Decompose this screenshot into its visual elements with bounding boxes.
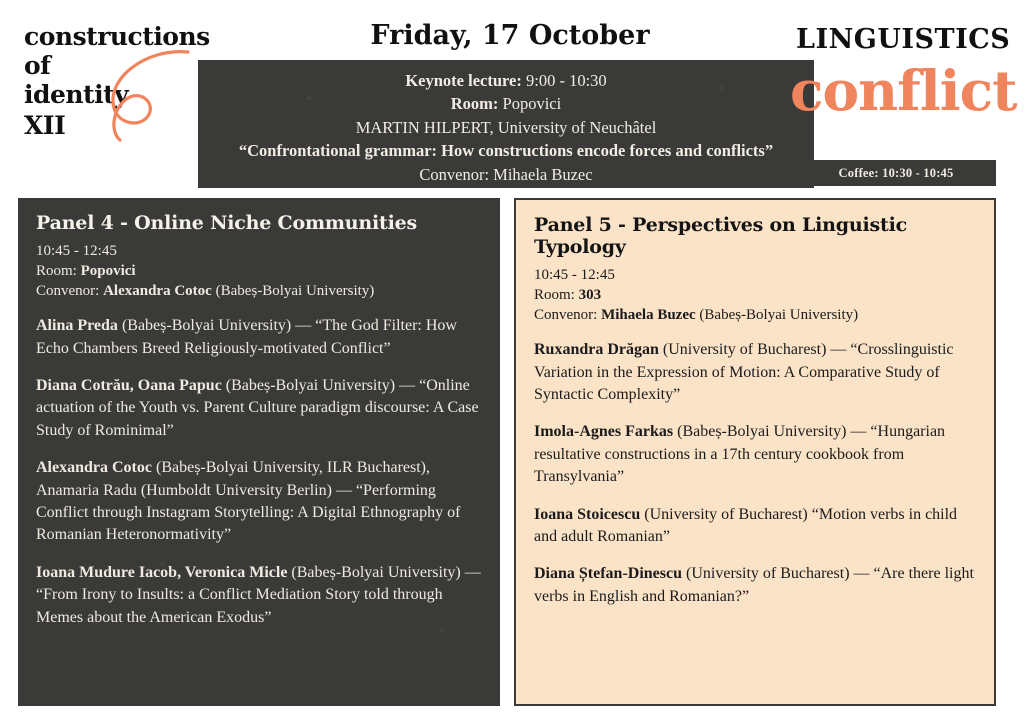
talk-authors: Diana Cotrău, Oana Papuc <box>36 377 222 395</box>
panel-5-convenor: Mihaela Buzec <box>601 307 696 324</box>
talk-details: (Babeș-Bolyai University) — “Online actuation of the Youth vs. Parent Culture paradigm discourse: A Case Study of Rominimal” <box>36 377 479 439</box>
day-title: Friday, 17 October <box>370 20 650 51</box>
talk-item <box>36 562 482 629</box>
talk-details: (Babeș-Bolyai University) — “From Irony to Insults: a Conflict Mediation Story told through Memes about the American Exodus” <box>36 563 481 626</box>
logo-line-3: identity <box>24 80 129 109</box>
panel-5-title: Panel 5 - Perspectives on Linguistic Typology <box>534 214 907 258</box>
talk-item <box>36 375 482 442</box>
talk-authors: Ioana Mudure Iacob, Veronica Micle <box>36 563 288 581</box>
keynote-room: Popovici <box>498 94 562 114</box>
panel-5-time: 10:45 - 12:45 <box>534 267 615 283</box>
talk-details: (Babeș-Bolyai University, ILR Bucharest), Anamaria Radu (Humboldt University Berlin) — “Performing Conflict through Instagram Storytelling: A Digital Ethnography of Romanian Heteronormativity” <box>36 459 461 544</box>
talk-item <box>534 504 976 549</box>
panel-4-room: Popovici <box>80 263 136 280</box>
keynote-time-line <box>198 69 814 92</box>
coffee-break-box: Coffee: 10:30 - 10:45 <box>796 160 996 186</box>
linguistics-word: LINGUISTICS <box>796 24 1011 55</box>
keynote-label: Keynote lecture: <box>405 71 522 90</box>
panel-4-convenor: Alexandra Cotoc <box>103 283 212 300</box>
panel-4-time: 10:45 - 12:45 <box>36 243 117 259</box>
panel-5-convenor-label: Convenor: <box>534 307 602 324</box>
panel-4-title: Panel 4 - Online Niche Communities <box>36 212 417 234</box>
keynote-title: “Confrontational grammar: How constructions encode forces and conflicts” <box>238 141 774 161</box>
talk-item <box>534 339 976 406</box>
talk-authors: Imola-Agnes Farkas <box>534 423 674 441</box>
conflict-word: conflict <box>790 58 1017 123</box>
talk-details: (University of Bucharest) “Motion verbs in child and adult Romanian” <box>534 505 958 546</box>
keynote-box <box>198 60 814 188</box>
page-header <box>0 0 1024 196</box>
talk-details: (Babeș-Bolyai University) — “The God Filter: How Echo Chambers Breed Religiously-motivated Conflict” <box>36 317 457 357</box>
panel-5-room-label: Room: <box>534 287 579 304</box>
panel-4-convenor-affiliation: (Babeș-Bolyai University) <box>211 283 375 300</box>
keynote-time: 9:00 - 10:30 <box>521 71 607 90</box>
panel-4-room-line <box>36 261 482 281</box>
panel-5-convenor-affiliation: (Babeș-Bolyai University) <box>695 307 859 324</box>
panel-5-convenor-line <box>534 305 976 325</box>
panel-5-room-line <box>534 285 976 305</box>
keynote-room-label: Room: <box>450 94 499 114</box>
talk-authors: Ioana Stoicescu <box>534 505 641 523</box>
panel-5-talks <box>534 339 976 608</box>
panel-4-meta <box>36 241 482 301</box>
panel-4-room-label: Room: <box>36 263 81 280</box>
panel-4-convenor-label: Convenor: <box>36 283 104 300</box>
talk-details: (University of Bucharest) — “Crosslinguistic Variation in the Expression of Motion: A Comparative Study of Syntactic Complexity” <box>534 341 954 404</box>
talk-authors: Alina Preda <box>36 317 118 335</box>
talk-details: (Babeș-Bolyai University) — “Hungarian resultative constructions in a 17th century cookbook from Transylvania” <box>534 423 946 486</box>
panel-4-talks <box>36 315 482 629</box>
keynote-speaker: MARTIN HILPERT, University of Neuchâtel <box>355 117 657 137</box>
talk-details: (University of Bucharest) — “Are there light verbs in English and Romanian?” <box>534 565 974 605</box>
keynote-convenor: Convenor: Mihaela Buzec <box>419 164 593 184</box>
talk-item <box>36 315 482 360</box>
panel-4-convenor-line <box>36 281 482 301</box>
talk-authors: Alexandra Cotoc <box>36 459 152 477</box>
talk-authors: Diana Ștefan-Dinescu <box>534 565 683 583</box>
panel-5-meta <box>534 265 976 325</box>
logo-line-2: of <box>24 51 51 80</box>
panel-5-room: 303 <box>578 287 602 304</box>
logo-line-1: constructions <box>24 22 210 51</box>
talk-authors: Ruxandra Drăgan <box>534 341 659 359</box>
talk-item <box>534 421 976 488</box>
logo-line-4: XII <box>24 111 66 140</box>
keynote-room-line <box>198 92 814 115</box>
panel-4-block <box>18 198 500 706</box>
talk-item <box>534 563 976 608</box>
conference-logo <box>24 22 210 174</box>
talk-item <box>36 457 482 547</box>
panel-5-block <box>514 198 996 706</box>
